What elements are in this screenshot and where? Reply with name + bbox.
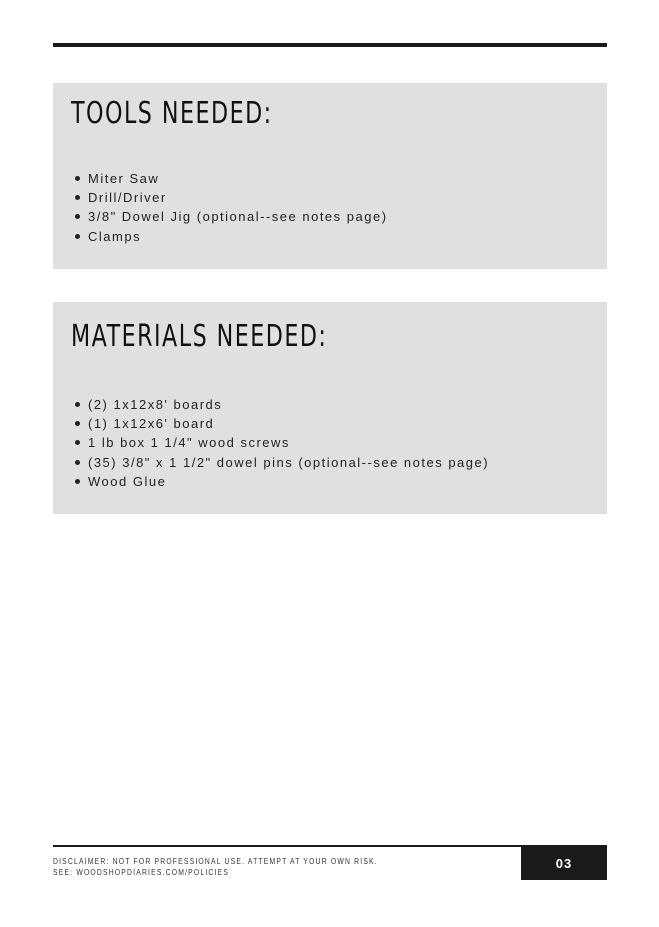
top-divider xyxy=(53,43,607,47)
list-item-text: Clamps xyxy=(88,228,142,244)
bullet-icon xyxy=(75,460,80,465)
list-item-text: (2) 1x12x8' boards xyxy=(88,397,223,412)
list-item-text: (35) 3/8" x 1 1/2" dowel pins (optional--see notes page) xyxy=(88,454,490,470)
bullet-icon xyxy=(75,440,80,445)
list-item xyxy=(75,395,489,414)
bullet-icon xyxy=(75,421,80,426)
bullet-icon xyxy=(75,214,80,219)
list-item xyxy=(75,472,489,491)
list-item xyxy=(75,207,388,226)
list-item xyxy=(75,414,489,433)
tools-list xyxy=(75,169,388,246)
bullet-icon xyxy=(75,402,80,407)
footer-disclaimer xyxy=(53,856,378,878)
page-number-badge xyxy=(521,847,607,880)
list-item xyxy=(75,169,388,188)
list-item-text: Miter Saw xyxy=(88,171,160,186)
tools-heading: TOOLS NEEDED: xyxy=(71,96,273,131)
page-number: 03 xyxy=(555,856,573,871)
list-item-text: Drill/Driver xyxy=(88,190,167,206)
materials-heading: MATERIALS NEEDED: xyxy=(71,319,328,354)
bullet-icon xyxy=(75,479,80,484)
bullet-icon xyxy=(75,234,80,239)
list-item xyxy=(75,188,388,207)
tools-needed-section xyxy=(53,83,607,269)
bullet-icon xyxy=(75,176,80,181)
list-item-text: (1) 1x12x6' board xyxy=(88,416,215,432)
bullet-icon xyxy=(75,195,80,200)
list-item-text: 3/8" Dowel Jig (optional--see notes page) xyxy=(88,209,388,225)
disclaimer-line: DISCLAIMER: NOT FOR PROFESSIONAL USE. ATTEMPT AT YOUR OWN RISK. xyxy=(53,857,378,866)
list-item xyxy=(75,433,489,452)
list-item xyxy=(75,227,388,246)
list-item-text: 1 lb box 1 1/4" wood screws xyxy=(88,435,290,451)
policies-line: SEE: WOODSHOPDIARIES.COM/POLICIES xyxy=(53,868,230,877)
materials-list xyxy=(75,395,489,491)
list-item-text: Wood Glue xyxy=(88,473,167,489)
list-item xyxy=(75,453,489,472)
materials-needed-section xyxy=(53,302,607,514)
